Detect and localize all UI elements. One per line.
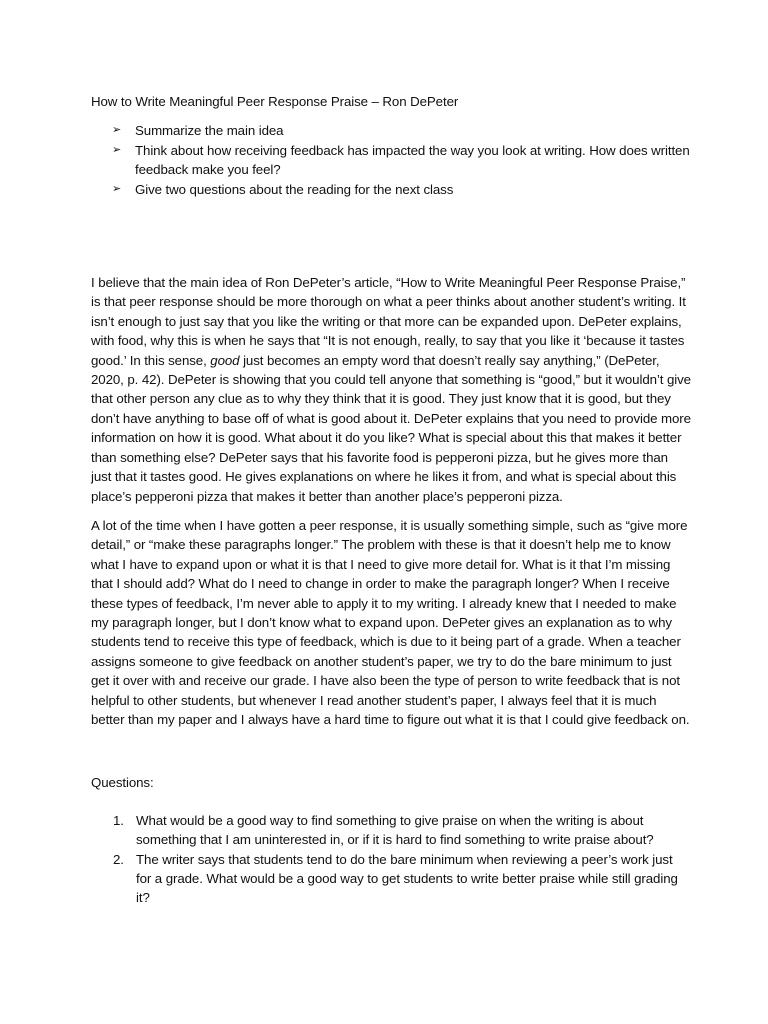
italic-word: good: [210, 352, 240, 368]
instruction-item: [112, 180, 691, 199]
document-body: [91, 92, 691, 908]
instruction-item: [112, 121, 691, 140]
questions-list: [91, 811, 691, 908]
question-number: 1.: [113, 812, 124, 828]
paragraph-main-idea: [91, 273, 691, 506]
question-text: What would be a good way to find something to give praise on when the writing is about something that I am uninterested in, or if it is hard to find something to write praise about?: [136, 812, 654, 848]
question-number: 2.: [113, 851, 124, 867]
instruction-text: Think about how receiving feedback has impacted the way you look at writing. How does written feedback make you feel?: [135, 142, 690, 178]
questions-heading: Questions:: [91, 775, 154, 791]
question-item: [113, 850, 691, 908]
document-title: How to Write Meaningful Peer Response Praise – Ron DePeter: [91, 94, 459, 109]
question-text: The writer says that students tend to do the bare minimum when reviewing a peer’s work just for a grade. What would be a good way to get students to write better praise while still grading it?: [136, 851, 678, 906]
instruction-list: [91, 121, 691, 199]
arrow-bullet-icon: ➢: [112, 182, 122, 195]
paragraph-text: just becomes an empty word that doesn’t really say anything,” (DePeter, 2020, p. 42). DePeter is showing that you could tell anyone that something is “good,” but it wouldn’t give that other person any clue as to why they think that it is good. They just know that it is good, but they don’t have anything to base off of what is good about it. DePeter explains that you need to provide more information on how it is good. What about it do you like? What is special about this that makes it better than something else? DePeter says that his favorite food is pepperoni pizza, but he gives more than just that it tastes good. He gives explanations on where he likes it from, and what is special about this place’s pepperoni pizza that makes it better than another place’s pepperoni pizza.: [91, 352, 691, 504]
instruction-text: Summarize the main idea: [135, 123, 284, 139]
paragraph-text: I believe that the main idea of Ron DePeter’s article, “How to Write Meaningful Peer Response Praise,” is that peer response should be more thorough on what a peer thinks about another student’s writing. It isn’t enough to just say that you like the writing or that more can be expanded upon. DePeter explains, with food, why this is when he says that “It is not enough, really, to say that you like it ‘because it tastes good.’ In this sense,: [91, 275, 686, 368]
arrow-bullet-icon: ➢: [112, 143, 122, 156]
arrow-bullet-icon: ➢: [112, 124, 122, 137]
blank-space: [91, 199, 691, 273]
question-item: [113, 811, 691, 850]
paragraph-feedback-reflection: A lot of the time when I have gotten a peer response, it is usually something simple, such as “give more detail,” or “make these paragraphs longer.” The problem with these is that it doesn’t help me to know what I have to expand upon or what it is that I need to give more detail for. What is it that I’m missing that I should add? What do I need to change in order to make the paragraph longer? When I receive these types of feedback, I’m never able to apply it to my writing. I already knew that I needed to make my paragraph longer, but I don’t know what to expand upon. DePeter gives an explanation as to why students tend to receive this type of feedback, which is due to it being part of a grade. When a teacher assigns someone to give feedback on another student’s paper, we try to do the bare minimum to just get it over with and receive our grade. I have also been the type of person to write feedback that is not helpful to other students, but whenever I read another student’s paper, I always feel that it is much better than my paper and I always have a hard time to figure out what it is that I could give feedback on.: [91, 517, 690, 727]
instruction-item: [112, 141, 691, 180]
instruction-text: Give two questions about the reading for the next class: [135, 181, 454, 197]
